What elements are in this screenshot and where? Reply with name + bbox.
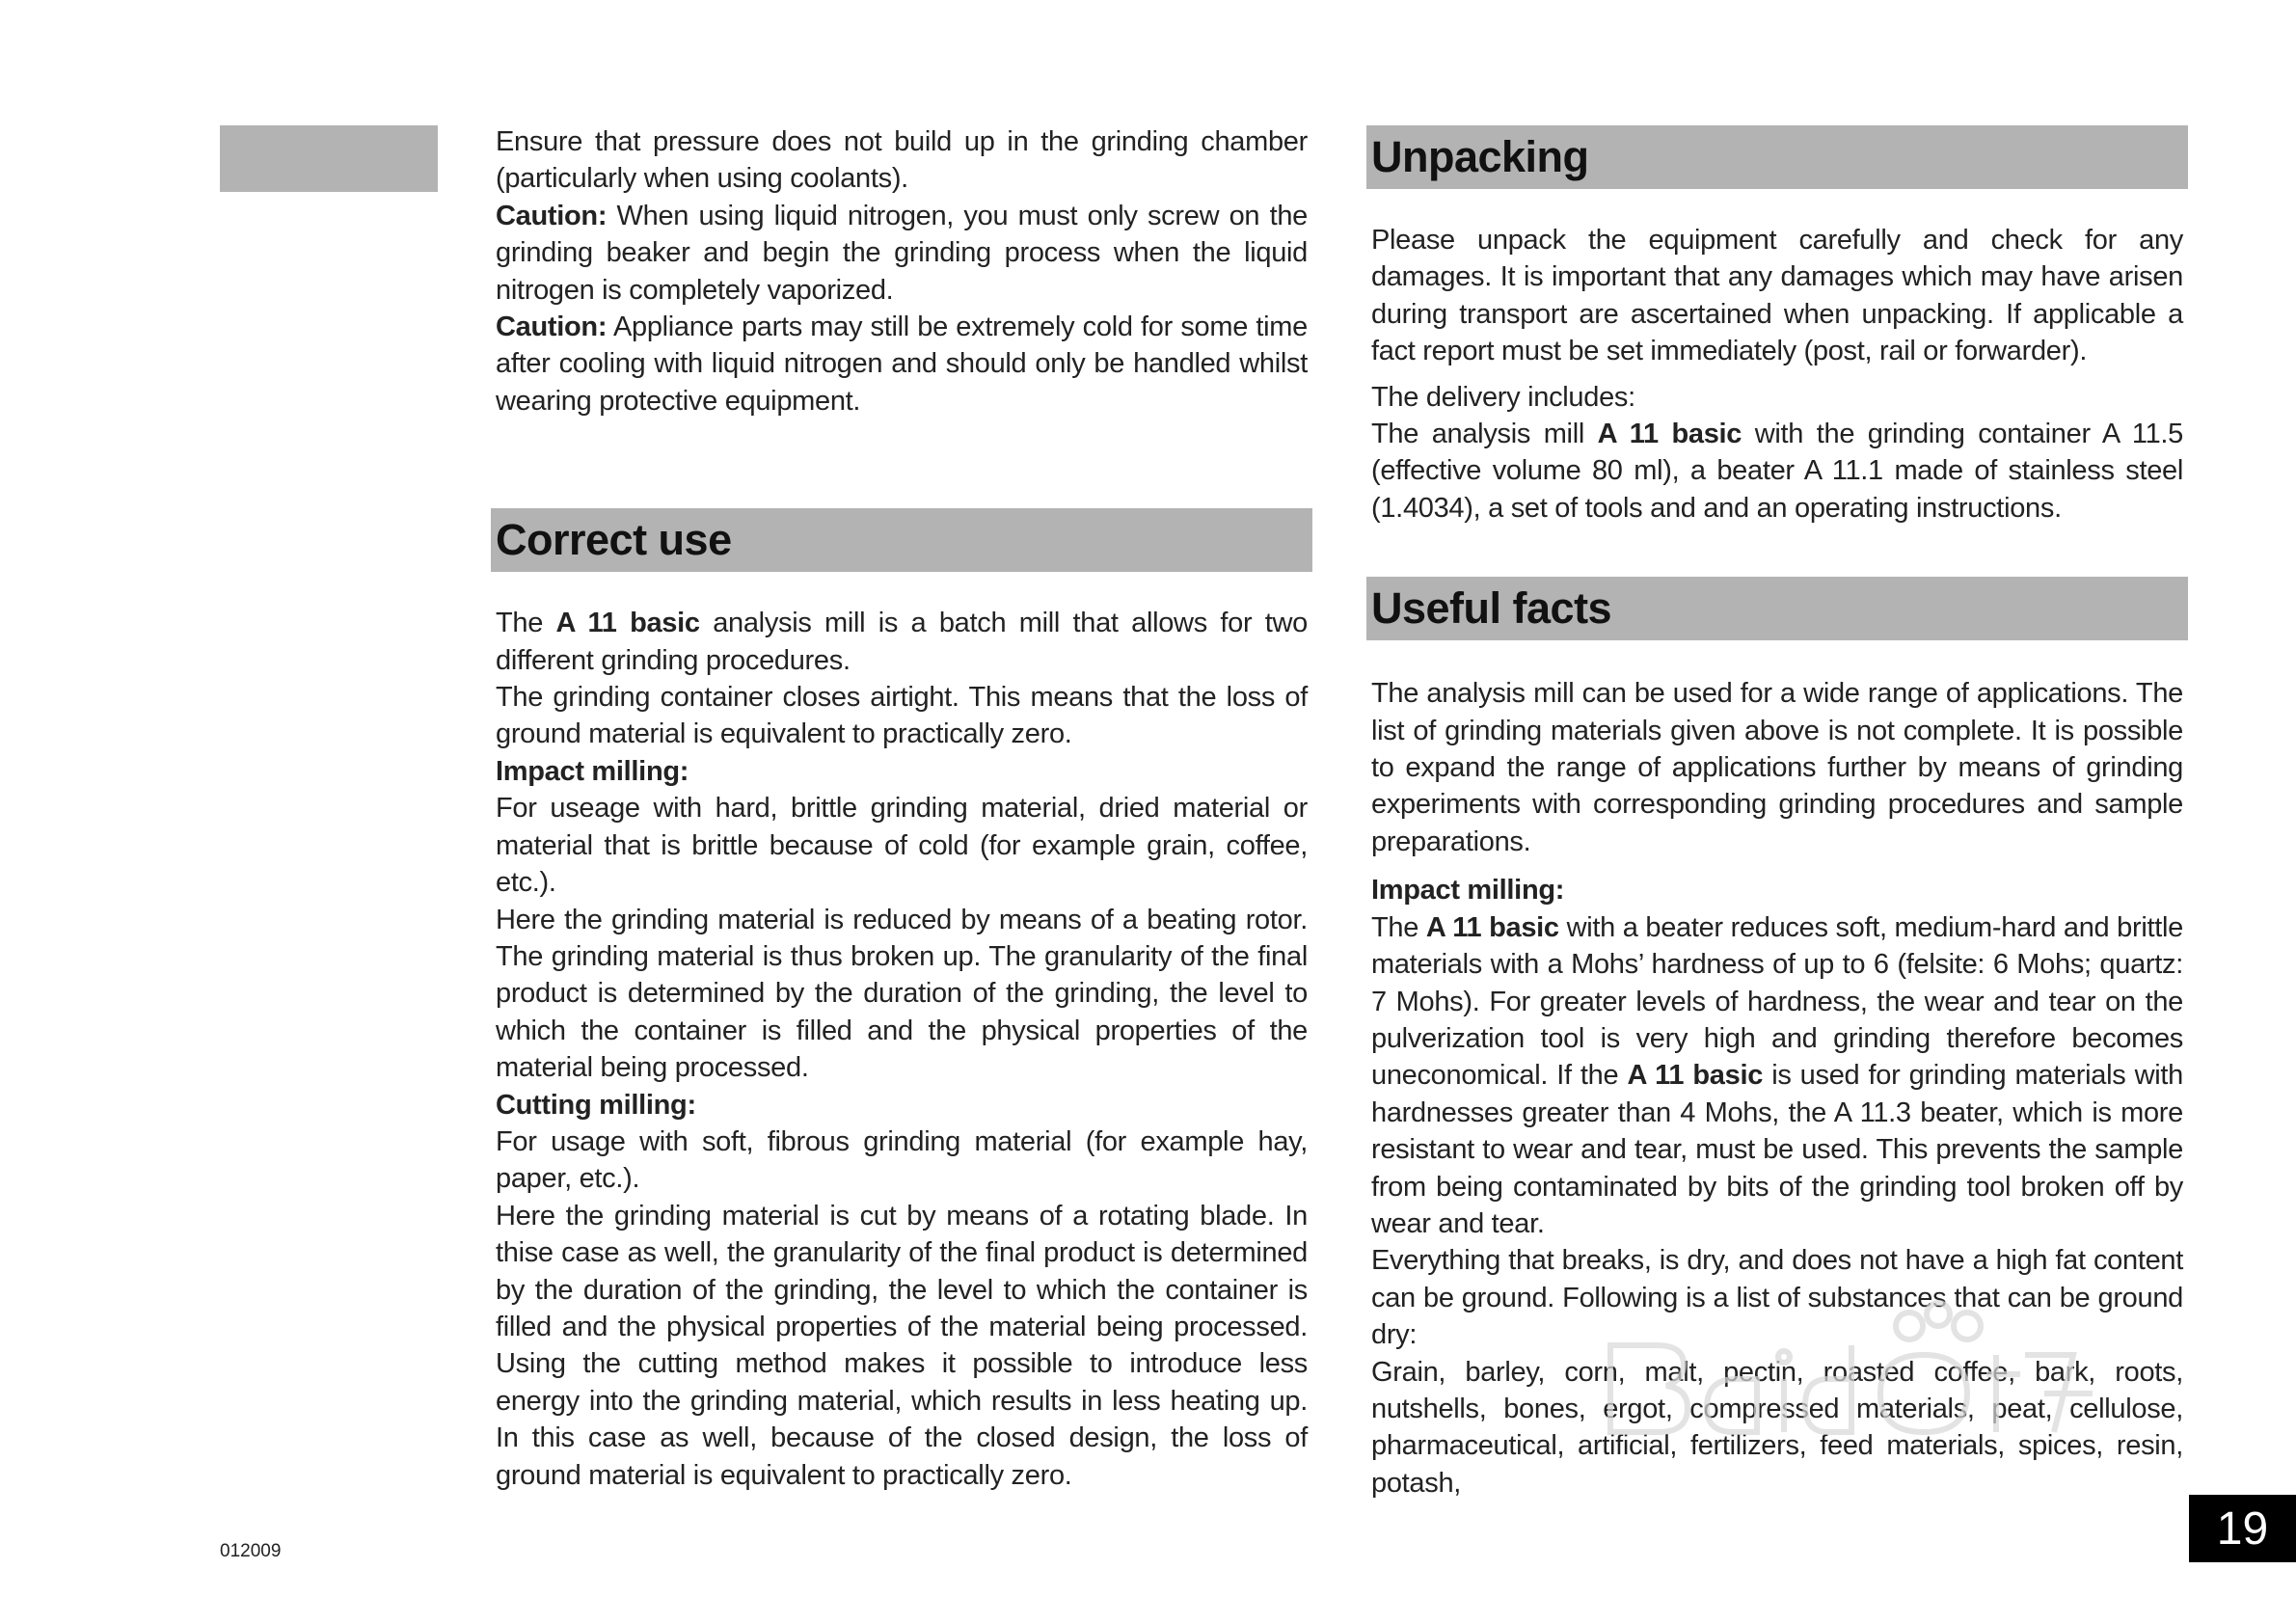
correct-use-heading-bar (491, 508, 1312, 572)
useful-facts-paragraph-2: The A 11 basic with a beater reduces soft, medium-hard and brittle materials with a Mohs’ hardness of up to 6 (felsite: 6 Mohs; quartz: 7 Mohs). For greater levels of hardness, the wear and tear on the pulverization tool is very high and grinding therefore becomes uneconomical. If the A 11 basic is used for grinding materials with hardnesses greater than 4 Mohs, the A 11.3 beater, which is more resistant to wear and tear, must be used. This prevents the sample from being contaminated by bits of the grinding tool broken off by wear and tear. (1371, 911, 2183, 1239)
caution-paragraph-1 (496, 198, 1308, 309)
useful-facts-paragraph-4: Grain, barley, corn, malt, pectin, roasted coffee, bark, roots, nutshells, bones, ergot, compressed materials, peat, cellulose, pharmaceutical, artificial, fertilizers, feed materials, spices, resin, potash, (1371, 1356, 2183, 1499)
document-code: 012009 (220, 1541, 282, 1561)
page-number: 19 (2189, 1495, 2296, 1562)
unpacking-paragraph-2: The delivery includes: (1371, 381, 1635, 413)
impact-milling-subheading-right: Impact milling: (1371, 875, 1565, 907)
product-name: A 11 basic (1425, 911, 1559, 943)
right-column (1371, 123, 2183, 1502)
impact-milling-paragraph-2: Here the grinding material is reduced by means of a beating rotor. The grinding material is thus broken up. The granularity of the final product is determined by the duration of the grinding, the level to which the container is filled and the physical properties of the material being processed. (496, 904, 1308, 1084)
unpacking-heading: Unpacking (1371, 131, 1589, 181)
unpacking-paragraph-3: The analysis mill A 11 basic with the grinding container A 11.5 (effective volume 80 ml), a beater A 11.1 made of stainless steel (1.4034), a set of tools and and an operating instructions. (1371, 419, 2183, 524)
unpacking-paragraph-1: Please unpack the equipment carefully and check for any damages. It is important that any damages which may have arisen during transport are ascertained when unpacking. If applicable a fact report must be set immediately (post, rail or forwarder). (1371, 225, 2183, 367)
correct-use-heading: Correct use (496, 515, 732, 565)
useful-facts-paragraph-3: Everything that breaks, is dry, and does not have a high fat content can be ground. Following is a list of substances that can be ground dry: (1371, 1245, 2183, 1351)
cutting-milling-paragraph-1: For usage with soft, fibrous grinding material (for example hay, paper, etc.). (496, 1125, 1308, 1195)
left-column (496, 123, 1308, 1494)
unpacking-heading-bar (1366, 125, 2188, 189)
product-name: A 11 basic (555, 608, 700, 639)
margin-tab-decoration (220, 125, 438, 192)
impact-milling-paragraph-1: For useage with hard, brittle grinding material, dried material or material that is brittle because of cold (for example grain, coffee, etc.). (496, 793, 1308, 899)
caution-paragraph-2 (496, 309, 1308, 420)
caution-text: Appliance parts may still be extremely cold for some time after cooling with liquid nitrogen and should only be handled whilst wearing protective equipment. (496, 311, 1308, 417)
cutting-milling-subheading: Cutting milling: (496, 1089, 696, 1121)
cutting-milling-paragraph-2: Here the grinding material is cut by means of a rotating blade. In thise case as well, the granularity of the final product is determined by the duration of the grinding, the level to which the container is filled and the physical properties of the material being processed. Using the cutting method makes it possible to introduce less energy into the grinding material, which results in less heating up. In this case as well, because of the closed design, the loss of ground material is equivalent to practically zero. (496, 1200, 1308, 1491)
correct-use-paragraph-2: The grinding container closes airtight. This means that the loss of ground material is equivalent to practically zero. (496, 682, 1308, 750)
caution-label: Caution: (496, 311, 608, 343)
useful-facts-heading-bar (1366, 577, 2188, 640)
product-name: A 11 basic (1597, 419, 1742, 450)
correct-use-paragraph-1: The A 11 basic analysis mill is a batch mill that allows for two different grinding procedures. (496, 608, 1308, 676)
impact-milling-subheading: Impact milling: (496, 755, 689, 787)
product-name: A 11 basic (1627, 1060, 1764, 1092)
useful-facts-heading: Useful facts (1371, 583, 1612, 634)
useful-facts-paragraph-1: The analysis mill can be used for a wide range of applications. The list of grinding materials given above is not complete. It is possible to expand the range of applications further by means of grinding experiments with corresponding grinding procedures and sample preparations. (1371, 678, 2183, 857)
caution-label: Caution: (496, 200, 608, 231)
caution-text: When using liquid nitrogen, you must only screw on the grinding beaker and begin the grinding process when the liquid nitrogen is completely vaporized. (496, 200, 1308, 306)
intro-paragraph: Ensure that pressure does not build up in the grinding chamber (particularly when using coolants). (496, 126, 1308, 195)
